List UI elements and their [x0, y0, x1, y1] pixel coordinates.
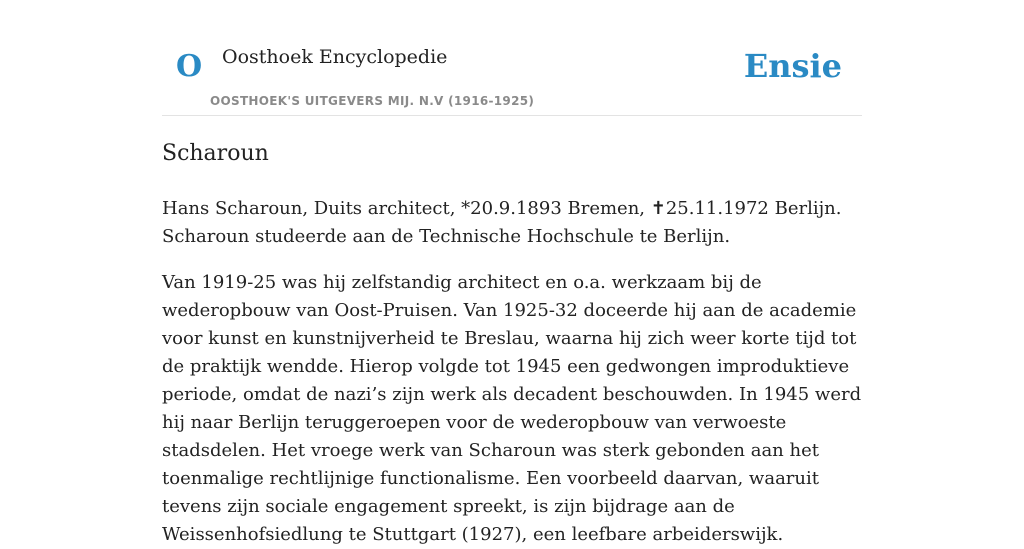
- article-title: Scharoun: [162, 141, 269, 166]
- publisher-label: OOSTHOEK'S UITGEVERS MIJ. N.V (1916-1925): [210, 94, 535, 108]
- article-paragraph: Hans Scharoun, Duits architect, *20.9.1893 Bremen, ✝25.11.1972 Berlijn. Scharoun studeerde aan de Technische Hochschule te Berlijn.: [162, 197, 842, 247]
- encyclopedia-title[interactable]: Oosthoek Encyclopedie: [222, 46, 448, 68]
- article: [162, 132, 864, 549]
- ensie-brand-link[interactable]: Ensie: [743, 47, 842, 85]
- site-header: [162, 30, 862, 116]
- encyclopedia-logo[interactable]: O: [176, 49, 203, 84]
- article-paragraph: Van 1919-25 was hij zelfstandig architect en o.a. werkzaam bij de wederopbouw van Oost-Pruisen. Van 1925-32 doceerde hij aan de academie voor kunst en kunstnijverheid te Breslau, waarna hij zich weer korte tijd tot de praktijk wendde. Hierop volgde tot 1945 een gedwongen improduktieve periode, omdat de nazi’s zijn werk als decadent beschouwden. In 1945 werd hij naar Berlijn teruggeroepen voor de wederopbouw van verwoeste stadsdelen. Het vroege werk van Scharoun was sterk gebonden aan het toenmalige rechtlijnige functionalisme. Een voorbeeld daarvan, waaruit tevens zijn sociale engagement spreekt, is zijn bijdrage aan de Weissenhofsiedlung te Stuttgart (1927), een leefbare arbeiderswijk.: [162, 271, 862, 545]
